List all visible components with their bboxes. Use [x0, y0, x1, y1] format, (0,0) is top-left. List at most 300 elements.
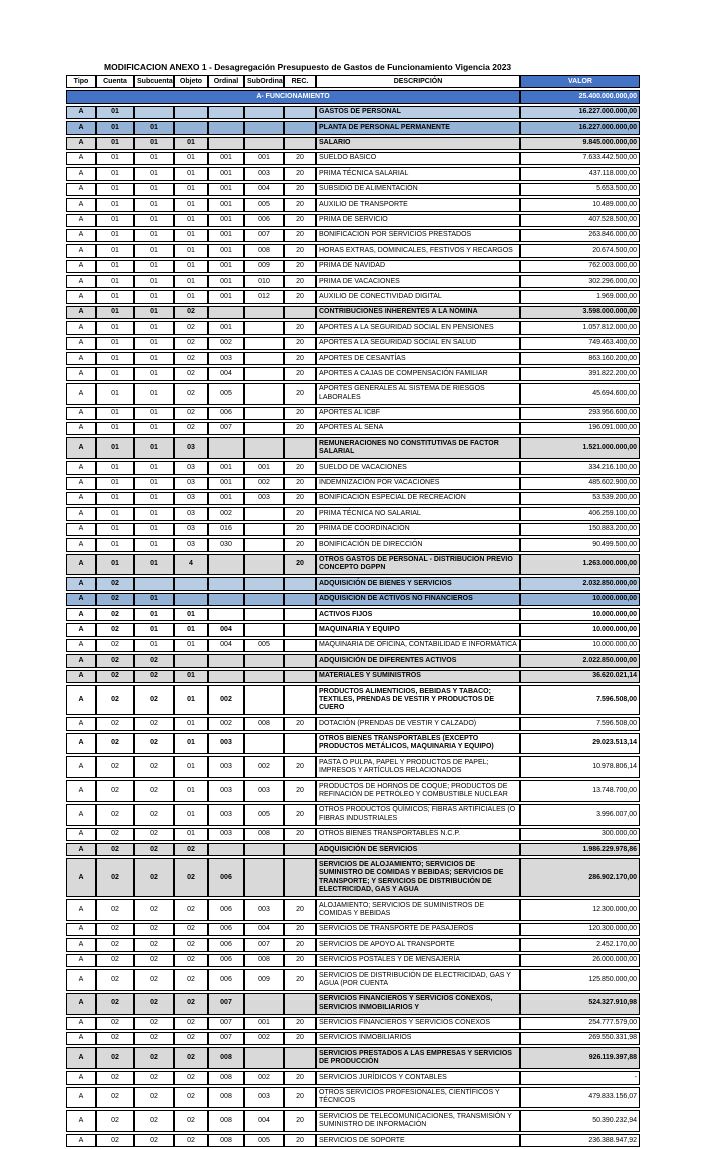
cell-tipo: A — [66, 969, 96, 991]
cell-cuenta: 02 — [96, 1047, 134, 1069]
table-header-row — [66, 75, 640, 88]
cell-objeto — [174, 654, 208, 667]
cell-tipo: A — [66, 1017, 96, 1030]
cell-ordinal: 006 — [208, 858, 244, 897]
cell-subcuenta: 01 — [134, 507, 174, 520]
cell-rec: 20 — [284, 1032, 316, 1045]
cell-subordinal: 001 — [244, 461, 284, 474]
cell-cuenta: 02 — [96, 670, 134, 683]
cell-subcuenta: 02 — [134, 670, 174, 683]
cell-objeto: 01 — [174, 639, 208, 652]
cell-rec — [284, 608, 316, 621]
cell-subordinal — [244, 507, 284, 520]
table-row — [66, 593, 640, 606]
cell-descripcion: ADQUISICIÓN DE BIENES Y SERVICIOS — [316, 577, 520, 590]
cell-valor: 150.883.200,00 — [520, 523, 640, 536]
cell-rec: 20 — [284, 492, 316, 505]
cell-objeto: 02 — [174, 923, 208, 936]
cell-subordinal: 004 — [244, 1110, 284, 1132]
cell-rec: 20 — [284, 214, 316, 227]
cell-valor: 1.057.812.000,00 — [520, 321, 640, 334]
cell-rec: 20 — [284, 756, 316, 778]
cell-rec: 20 — [284, 969, 316, 991]
cell-subcuenta: 02 — [134, 685, 174, 715]
cell-descripcion: OTROS BIENES TRANSPORTABLES N.C.P. — [316, 828, 520, 841]
cell-descripcion: ACTIVOS FIJOS — [316, 608, 520, 621]
table-row — [66, 1047, 640, 1069]
cell-tipo: A — [66, 407, 96, 420]
cell-rec: 20 — [284, 260, 316, 273]
cell-rec: 20 — [284, 1110, 316, 1132]
cell-subordinal: 003 — [244, 492, 284, 505]
cell-subcuenta: 01 — [134, 477, 174, 490]
cell-rec: 20 — [284, 367, 316, 380]
cell-rec: 20 — [284, 198, 316, 211]
cell-tipo: A — [66, 685, 96, 715]
cell-valor: 254.777.579,00 — [520, 1017, 640, 1030]
cell-subcuenta: 02 — [134, 1047, 174, 1069]
cell-descripcion: AUXILIO DE TRANSPORTE — [316, 198, 520, 211]
cell-descripcion: AUXILIO DE CONECTIVIDAD DIGITAL — [316, 290, 520, 303]
cell-valor: 10.978.806,14 — [520, 756, 640, 778]
cell-subcuenta: 01 — [134, 623, 174, 636]
table-row — [66, 321, 640, 334]
cell-descripcion: SERVICIOS PRESTADOS A LAS EMPRESAS Y SERVICIOS DE PRODUCCIÓN — [316, 1047, 520, 1069]
cell-subcuenta: 01 — [134, 608, 174, 621]
cell-cuenta: 01 — [96, 167, 134, 180]
cell-tipo: A — [66, 121, 96, 134]
cell-rec: 20 — [284, 780, 316, 802]
cell-descripcion: SERVICIOS DE DISTRIBUCIÓN DE ELECTRICIDAD, GAS Y AGUA (POR CUENTA — [316, 969, 520, 991]
cell-cuenta: 02 — [96, 717, 134, 730]
cell-descripcion: OTROS SERVICIOS PROFESIONALES, CIENTÍFICOS Y TÉCNICOS — [316, 1087, 520, 1109]
cell-ordinal: 001 — [208, 275, 244, 288]
cell-subcuenta: 02 — [134, 717, 174, 730]
cell-tipo: A — [66, 492, 96, 505]
cell-objeto: 03 — [174, 523, 208, 536]
cell-subcuenta: 02 — [134, 756, 174, 778]
cell-subcuenta: 01 — [134, 306, 174, 319]
table-row — [66, 214, 640, 227]
cell-subordinal — [244, 437, 284, 459]
cell-ordinal: 030 — [208, 538, 244, 551]
cell-descripcion: MATERIALES Y SUMINISTROS — [316, 670, 520, 683]
cell-tipo: A — [66, 993, 96, 1015]
cell-tipo: A — [66, 198, 96, 211]
table-row — [66, 1134, 640, 1147]
cell-rec — [284, 137, 316, 150]
cell-tipo: A — [66, 923, 96, 936]
cell-rec: 20 — [284, 321, 316, 334]
cell-objeto — [174, 121, 208, 134]
cell-cuenta: 01 — [96, 477, 134, 490]
cell-rec: 20 — [284, 383, 316, 405]
cell-descripcion: INDEMNIZACIÓN POR VACACIONES — [316, 477, 520, 490]
cell-subordinal: 002 — [244, 477, 284, 490]
cell-tipo: A — [66, 106, 96, 119]
cell-objeto: 02 — [174, 1047, 208, 1069]
cell-subordinal — [244, 367, 284, 380]
cell-subordinal: 005 — [244, 804, 284, 826]
cell-descripcion: PRIMA DE COORDINACIÓN — [316, 523, 520, 536]
cell-cuenta: 01 — [96, 106, 134, 119]
cell-subordinal — [244, 1047, 284, 1069]
cell-tipo: A — [66, 608, 96, 621]
cell-rec — [284, 843, 316, 856]
cell-subordinal: 002 — [244, 1071, 284, 1084]
cell-cuenta: 01 — [96, 352, 134, 365]
table-row — [66, 608, 640, 621]
table-row — [66, 1110, 640, 1132]
cell-subordinal — [244, 407, 284, 420]
cell-tipo: A — [66, 507, 96, 520]
cell-cuenta: 01 — [96, 507, 134, 520]
cell-descripcion: SERVICIOS POSTALES Y DE MENSAJERÍA — [316, 954, 520, 967]
cell-tipo: A — [66, 1032, 96, 1045]
cell-objeto: 02 — [174, 1110, 208, 1132]
cell-cuenta: 01 — [96, 260, 134, 273]
cell-valor: 269.550.331,98 — [520, 1032, 640, 1045]
table-row — [66, 623, 640, 636]
cell-valor: 9.845.000.000,00 — [520, 137, 640, 150]
cell-tipo: A — [66, 367, 96, 380]
cell-objeto: 03 — [174, 461, 208, 474]
cell-subordinal — [244, 593, 284, 606]
cell-valor: 36.620.021,14 — [520, 670, 640, 683]
cell-subordinal — [244, 121, 284, 134]
cell-ordinal: 007 — [208, 1017, 244, 1030]
cell-valor: 125.850.000,00 — [520, 969, 640, 991]
cell-descripcion: PASTA O PULPA, PAPEL Y PRODUCTOS DE PAPEL; IMPRESOS Y ARTÍCULOS RELACIONADOS — [316, 756, 520, 778]
cell-subcuenta: 02 — [134, 1017, 174, 1030]
cell-descripcion: ADQUISICIÓN DE ACTIVOS NO FINANCIEROS — [316, 593, 520, 606]
cell-descripcion: HORAS EXTRAS, DOMINICALES, FESTIVOS Y RECARGOS — [316, 244, 520, 257]
cell-subcuenta: 01 — [134, 290, 174, 303]
cell-objeto: 02 — [174, 969, 208, 991]
cell-ordinal: 001 — [208, 461, 244, 474]
cell-subcuenta: 02 — [134, 899, 174, 921]
cell-subcuenta: 01 — [134, 337, 174, 350]
cell-objeto: 01 — [174, 780, 208, 802]
cell-valor: 1.521.000.000,00 — [520, 437, 640, 459]
cell-objeto: 01 — [174, 137, 208, 150]
table-row — [66, 352, 640, 365]
table-row — [66, 367, 640, 380]
page-title: MODIFICACION ANEXO 1 - Desagregación Presupuesto de Gastos de Funcionamiento Vigencia 2023 — [104, 62, 512, 72]
cell-tipo: A — [66, 352, 96, 365]
cell-descripcion: PRIMA DE NAVIDAD — [316, 260, 520, 273]
cell-tipo: A — [66, 1047, 96, 1069]
cell-objeto: 01 — [174, 804, 208, 826]
table-row — [66, 523, 640, 536]
cell-subordinal: 003 — [244, 899, 284, 921]
cell-objeto — [174, 593, 208, 606]
cell-rec: 20 — [284, 954, 316, 967]
cell-subordinal: 004 — [244, 183, 284, 196]
cell-objeto: 03 — [174, 538, 208, 551]
cell-tipo: A — [66, 843, 96, 856]
cell-tipo: A — [66, 477, 96, 490]
cell-valor: 1.263.000.000,00 — [520, 554, 640, 576]
cell-descripcion: SUELDO DE VACACIONES — [316, 461, 520, 474]
cell-cuenta: 01 — [96, 183, 134, 196]
cell-subcuenta: 01 — [134, 639, 174, 652]
cell-subcuenta: 01 — [134, 367, 174, 380]
cell-ordinal: 008 — [208, 1071, 244, 1084]
table-row — [66, 1017, 640, 1030]
cell-subcuenta: 01 — [134, 422, 174, 435]
cell-valor: 10.489.000,00 — [520, 198, 640, 211]
cell-ordinal: 006 — [208, 899, 244, 921]
table-row — [66, 717, 640, 730]
cell-tipo: A — [66, 1110, 96, 1132]
cell-objeto: 01 — [174, 828, 208, 841]
table-row — [66, 969, 640, 991]
cell-cuenta: 02 — [96, 899, 134, 921]
cell-cuenta: 02 — [96, 1087, 134, 1109]
cell-subordinal: 008 — [244, 954, 284, 967]
cell-rec: 20 — [284, 477, 316, 490]
cell-descripcion: BONIFICACIÓN POR SERVICIOS PRESTADOS — [316, 229, 520, 242]
cell-tipo: A — [66, 938, 96, 951]
cell-subcuenta: 02 — [134, 1134, 174, 1147]
cell-descripcion: SERVICIOS INMOBILIARIOS — [316, 1032, 520, 1045]
cell-ordinal: 001 — [208, 260, 244, 273]
cell-tipo: A — [66, 290, 96, 303]
cell-objeto: 02 — [174, 407, 208, 420]
cell-ordinal: 002 — [208, 507, 244, 520]
cell-subcuenta: 01 — [134, 137, 174, 150]
cell-ordinal: 001 — [208, 492, 244, 505]
cell-cuenta: 02 — [96, 756, 134, 778]
cell-objeto: 02 — [174, 899, 208, 921]
cell-subcuenta: 01 — [134, 383, 174, 405]
cell-valor: 863.160.200,00 — [520, 352, 640, 365]
cell-subcuenta: 02 — [134, 993, 174, 1015]
cell-descripcion: PLANTA DE PERSONAL PERMANENTE — [316, 121, 520, 134]
table-row — [66, 780, 640, 802]
header-cuenta: Cuenta — [96, 75, 134, 88]
cell-valor: 293.956.600,00 — [520, 407, 640, 420]
cell-rec: 20 — [284, 337, 316, 350]
table-row — [66, 229, 640, 242]
cell-subcuenta: 01 — [134, 229, 174, 242]
cell-rec — [284, 654, 316, 667]
cell-valor: 26.000.000,00 — [520, 954, 640, 967]
cell-tipo: A — [66, 137, 96, 150]
cell-ordinal: 006 — [208, 938, 244, 951]
cell-subordinal — [244, 577, 284, 590]
cell-cuenta: 01 — [96, 152, 134, 165]
cell-descripcion: APORTES DE CESANTÍAS — [316, 352, 520, 365]
table-row — [66, 993, 640, 1015]
cell-ordinal: 002 — [208, 685, 244, 715]
cell-objeto: 03 — [174, 477, 208, 490]
cell-objeto: 02 — [174, 1134, 208, 1147]
cell-rec — [284, 106, 316, 119]
cell-descripcion: APORTES AL SENA — [316, 422, 520, 435]
cell-descripcion: PRIMA TÉCNICA SALARIAL — [316, 167, 520, 180]
cell-subordinal — [244, 538, 284, 551]
cell-valor: 1.969.000,00 — [520, 290, 640, 303]
cell-subcuenta: 01 — [134, 554, 174, 576]
cell-subordinal: 003 — [244, 1087, 284, 1109]
cell-descripcion: SALARIO — [316, 137, 520, 150]
cell-ordinal: 003 — [208, 756, 244, 778]
banner-label: A- FUNCIONAMIENTO — [66, 90, 520, 103]
cell-descripcion: MAQUINARIA Y EQUIPO — [316, 623, 520, 636]
table-row — [66, 461, 640, 474]
cell-subordinal: 002 — [244, 756, 284, 778]
section-banner-row — [66, 90, 640, 103]
cell-cuenta: 02 — [96, 654, 134, 667]
cell-valor: 45.694.600,00 — [520, 383, 640, 405]
cell-rec: 20 — [284, 938, 316, 951]
cell-rec — [284, 639, 316, 652]
cell-cuenta: 01 — [96, 383, 134, 405]
cell-rec: 20 — [284, 422, 316, 435]
banner-value: 25.400.000.000,00 — [520, 90, 640, 103]
cell-valor: 485.602.900,00 — [520, 477, 640, 490]
cell-subordinal: 003 — [244, 780, 284, 802]
cell-descripcion: OTROS PRODUCTOS QUÍMICOS; FIBRAS ARTIFICIALES (O FIBRAS INDUSTRIALES — [316, 804, 520, 826]
cell-subcuenta: 02 — [134, 1032, 174, 1045]
cell-ordinal: 003 — [208, 804, 244, 826]
cell-objeto: 02 — [174, 306, 208, 319]
cell-cuenta: 01 — [96, 306, 134, 319]
cell-subcuenta: 02 — [134, 923, 174, 936]
cell-descripcion: ALOJAMIENTO; SERVICIOS DE SUMINISTROS DE COMIDAS Y BEBIDAS — [316, 899, 520, 921]
cell-descripcion: PRIMA DE SERVICIO — [316, 214, 520, 227]
header-valor: VALOR — [520, 75, 640, 88]
cell-tipo: A — [66, 756, 96, 778]
cell-subordinal: 012 — [244, 290, 284, 303]
cell-rec: 20 — [284, 538, 316, 551]
cell-valor: 12.300.000,00 — [520, 899, 640, 921]
cell-subordinal — [244, 383, 284, 405]
cell-subordinal — [244, 858, 284, 897]
cell-ordinal: 016 — [208, 523, 244, 536]
cell-subcuenta: 02 — [134, 804, 174, 826]
cell-objeto: 01 — [174, 275, 208, 288]
cell-subordinal — [244, 993, 284, 1015]
cell-valor: 120.300.000,00 — [520, 923, 640, 936]
cell-cuenta: 02 — [96, 843, 134, 856]
cell-ordinal: 003 — [208, 828, 244, 841]
cell-subcuenta: 02 — [134, 954, 174, 967]
table-row — [66, 804, 640, 826]
cell-descripcion: PRIMA TÉCNICA NO SALARIAL — [316, 507, 520, 520]
cell-rec: 20 — [284, 507, 316, 520]
cell-ordinal — [208, 843, 244, 856]
cell-ordinal: 008 — [208, 1110, 244, 1132]
cell-subcuenta: 02 — [134, 828, 174, 841]
cell-cuenta: 02 — [96, 780, 134, 802]
cell-rec — [284, 733, 316, 755]
cell-objeto: 03 — [174, 437, 208, 459]
table-row — [66, 923, 640, 936]
table-row — [66, 407, 640, 420]
table-row — [66, 685, 640, 715]
cell-ordinal: 003 — [208, 780, 244, 802]
cell-ordinal: 004 — [208, 639, 244, 652]
cell-valor: 236.388.947,92 — [520, 1134, 640, 1147]
cell-subordinal: 008 — [244, 244, 284, 257]
cell-descripcion: BONIFICACIÓN ESPECIAL DE RECREACIÓN — [316, 492, 520, 505]
cell-tipo: A — [66, 1071, 96, 1084]
cell-subcuenta: 01 — [134, 121, 174, 134]
cell-ordinal — [208, 593, 244, 606]
cell-cuenta: 02 — [96, 593, 134, 606]
cell-tipo: A — [66, 858, 96, 897]
table-row — [66, 538, 640, 551]
header-tipo: Tipo — [66, 75, 96, 88]
cell-rec: 20 — [284, 523, 316, 536]
cell-cuenta: 02 — [96, 858, 134, 897]
cell-cuenta: 01 — [96, 407, 134, 420]
table-row — [66, 1071, 640, 1084]
cell-rec: 20 — [284, 407, 316, 420]
cell-subcuenta: 02 — [134, 938, 174, 951]
cell-descripcion: PRIMA DE VACACIONES — [316, 275, 520, 288]
cell-valor: 5.653.500,00 — [520, 183, 640, 196]
cell-subcuenta: 01 — [134, 275, 174, 288]
cell-ordinal: 001 — [208, 214, 244, 227]
cell-cuenta: 01 — [96, 538, 134, 551]
cell-valor: 16.227.000.000,00 — [520, 106, 640, 119]
cell-cuenta: 01 — [96, 523, 134, 536]
cell-objeto: 02 — [174, 858, 208, 897]
cell-ordinal: 004 — [208, 367, 244, 380]
cell-subordinal: 003 — [244, 167, 284, 180]
table-row — [66, 670, 640, 683]
cell-valor: 16.227.000.000,00 — [520, 121, 640, 134]
cell-cuenta: 02 — [96, 1017, 134, 1030]
table-row — [66, 437, 640, 459]
cell-objeto: 02 — [174, 383, 208, 405]
cell-objeto: 02 — [174, 321, 208, 334]
cell-cuenta: 01 — [96, 290, 134, 303]
cell-ordinal — [208, 670, 244, 683]
cell-tipo: A — [66, 167, 96, 180]
cell-descripcion: APORTES A LA SEGURIDAD SOCIAL EN PENSIONES — [316, 321, 520, 334]
cell-ordinal — [208, 137, 244, 150]
cell-valor: 50.390.232,94 — [520, 1110, 640, 1132]
cell-descripcion: APORTES GENERALES AL SISTEMA DE RIESGOS LABORALES — [316, 383, 520, 405]
cell-valor: 196.091.000,00 — [520, 422, 640, 435]
cell-descripcion: MAQUINARIA DE OFICINA, CONTABILIDAD E INFORMÁTICA — [316, 639, 520, 652]
cell-descripcion: CONTRIBUCIONES INHERENTES A LA NÓMINA — [316, 306, 520, 319]
cell-objeto: 01 — [174, 152, 208, 165]
cell-descripcion: OTROS GASTOS DE PERSONAL - DISTRIBUCIÓN PREVIO CONCEPTO DGPPN — [316, 554, 520, 576]
cell-ordinal: 006 — [208, 923, 244, 936]
table-row — [66, 577, 640, 590]
cell-tipo: A — [66, 577, 96, 590]
cell-subordinal — [244, 422, 284, 435]
cell-tipo: A — [66, 780, 96, 802]
cell-cuenta: 01 — [96, 492, 134, 505]
cell-subcuenta — [134, 106, 174, 119]
cell-subcuenta: 01 — [134, 437, 174, 459]
cell-valor: 10.000.000,00 — [520, 593, 640, 606]
cell-objeto: 02 — [174, 352, 208, 365]
table-row — [66, 899, 640, 921]
cell-objeto: 02 — [174, 337, 208, 350]
cell-cuenta: 01 — [96, 422, 134, 435]
cell-descripcion: PRODUCTOS DE HORNOS DE COQUE; PRODUCTOS DE REFINACIÓN DE PETRÓLEO Y COMBUSTIBLE NUCLEAR — [316, 780, 520, 802]
cell-subordinal — [244, 106, 284, 119]
cell-valor: 1.986.229.978,86 — [520, 843, 640, 856]
